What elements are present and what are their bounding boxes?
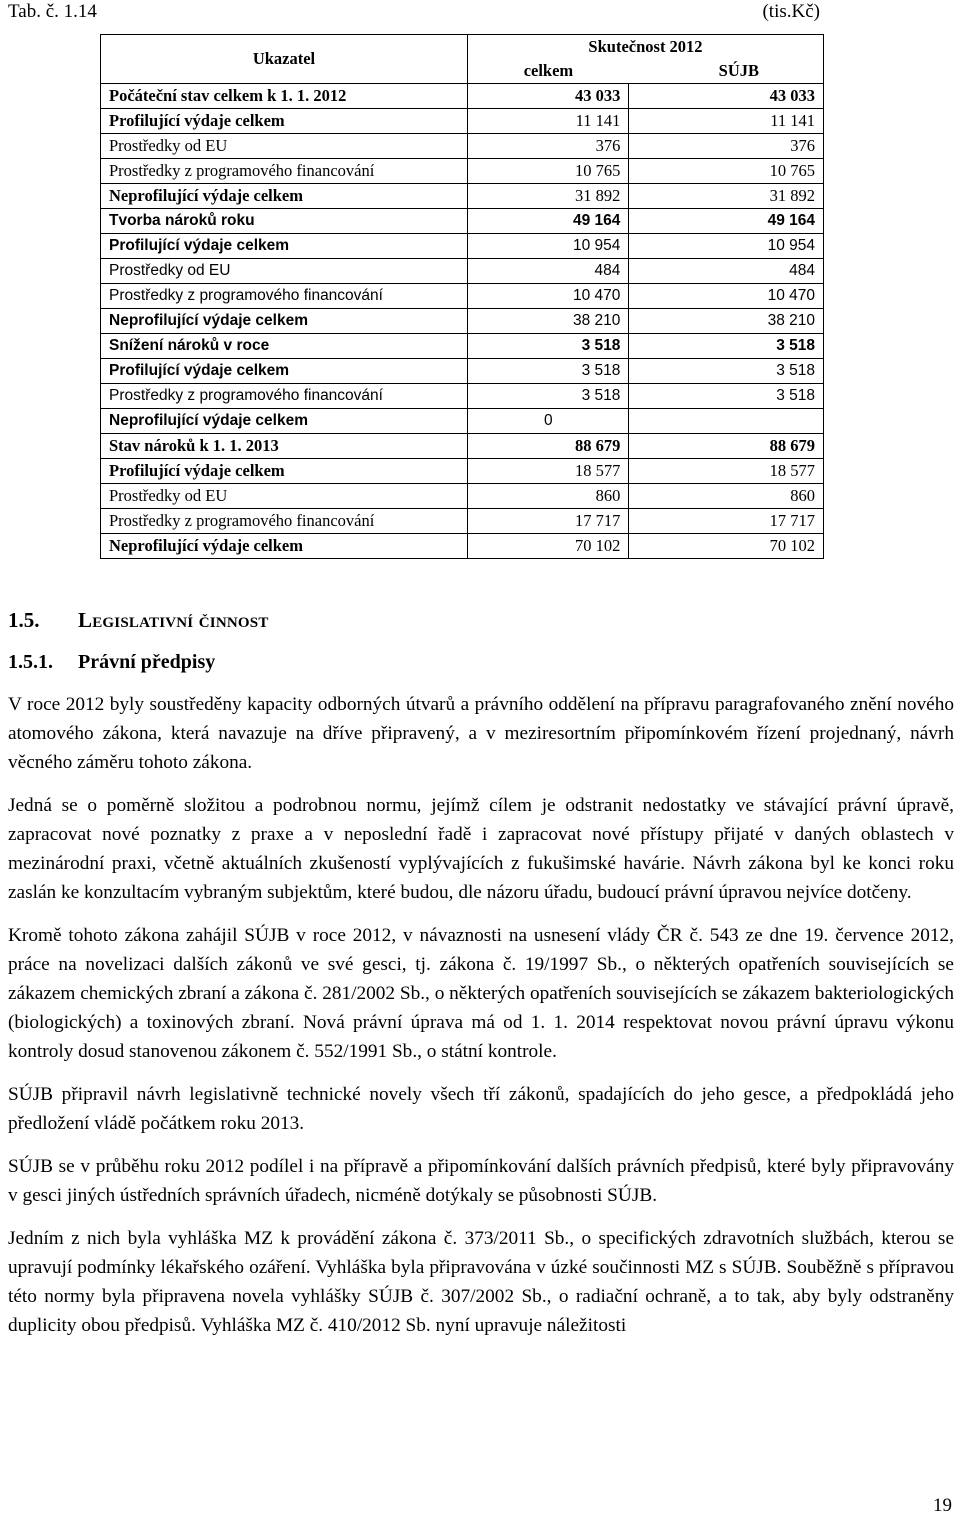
paragraph: Jedním z nich byla vyhláška MZ k provádění zákona č. 373/2011 Sb., o specifických zdravotních službách, kterou se upravují podmínky lékařského ozáření. Vyhláška byla připravována v úzké součinnosti MZ s SÚJB. Souběžně s přípravou této normy byla připravena novela vyhlášky SÚJB č. 307/2002 Sb., o radiační ochraně, a to tak, aby byly odstraněny duplicity obou předpisů. Vyhláška MZ č. 410/2012 Sb. nyní upravuje náležitosti [8,1228,954,1336]
row-sujb: 10 765 [629,159,824,184]
row-sujb: 376 [629,134,824,159]
row-sujb: 31 892 [629,184,824,209]
row-label: Profilující výdaje celkem [101,234,468,259]
section-heading [8,608,269,633]
row-total: 17 717 [468,509,629,534]
table-row [101,309,824,334]
row-sujb: 18 577 [629,459,824,484]
row-total: 860 [468,484,629,509]
row-total: 70 102 [468,534,629,559]
row-sujb: 3 518 [629,384,824,409]
section-number: 1.5. [8,608,40,632]
row-sujb [629,409,824,434]
row-sujb: 484 [629,259,824,284]
row-sujb: 70 102 [629,534,824,559]
row-label: Prostředky z programového financování [101,159,468,184]
header-period: Skutečnost 2012 [468,35,824,60]
row-total: 38 210 [468,309,629,334]
table-row [101,409,824,434]
paragraph: SÚJB připravil návrh legislativně technické novely všech tří zákonů, spadajících do jeho gesce, a předpokládá jeho předložení vládě počátkem roku 2013. [8,1084,954,1134]
row-label: Profilující výdaje celkem [101,359,468,384]
row-label: Prostředky od EU [101,484,468,509]
row-total: 0 [468,409,629,434]
table-row [101,509,824,534]
table-row [101,84,824,109]
table-row [101,484,824,509]
row-total: 376 [468,134,629,159]
row-sujb: 10 470 [629,284,824,309]
row-sujb: 43 033 [629,84,824,109]
header-indicator: Ukazatel [101,35,468,84]
table-row [101,209,824,234]
table-row [101,284,824,309]
row-label: Profilující výdaje celkem [101,109,468,134]
row-label: Neprofilující výdaje celkem [101,409,468,434]
table-row [101,234,824,259]
table-row [101,459,824,484]
row-total: 3 518 [468,334,629,359]
table-row [101,434,824,459]
row-sujb: 38 210 [629,309,824,334]
row-total: 3 518 [468,384,629,409]
row-label: Prostředky od EU [101,259,468,284]
row-sujb: 3 518 [629,359,824,384]
table-row [101,359,824,384]
table-caption-row [8,0,820,30]
row-total: 10 470 [468,284,629,309]
header-col-total: celkem [468,59,629,84]
row-total: 3 518 [468,359,629,384]
paragraph: Kromě tohoto zákona zahájil SÚJB v roce 2012, v návaznosti na usnesení vlády ČR č. 543 ze dne 19. července 2012, práce na novelizaci dalších zákonů ve své gesci, tj. zákona č. 19/1997 Sb., o některých opatřeních souvisejících se zákazem chemických zbraní a zákona č. 281/2002 Sb., o některých opatřeních souvisejících se zákazem bakteriologických (biologických) a toxinových zbraní. Nová právní úprava má od 1. 1. 2014 respektovat novou právní úpravu výkonu kontroly dosud stanovenou zákonem č. 552/1991 Sb., o státní kontrole. [8,925,955,1062]
row-sujb: 3 518 [629,334,824,359]
table-header-row [101,35,824,60]
subsection-heading [8,651,215,674]
row-total: 43 033 [468,84,629,109]
row-sujb: 49 164 [629,209,824,234]
row-total: 88 679 [468,434,629,459]
table-unit: (tis.Kč) [762,1,820,22]
table-row [101,259,824,284]
row-total: 10 954 [468,234,629,259]
subsection-title: Právní předpisy [78,651,216,673]
paragraph: V roce 2012 byly soustředěny kapacity odborných útvarů a právního oddělení na přípravu paragrafovaného znění nového atomového zákona, která navazuje na dříve připravený, a v meziresortním připomínkovém řízení projednaný, návrh věcného záměru tohoto zákona. [8,694,954,773]
table-row [101,159,824,184]
row-sujb: 88 679 [629,434,824,459]
row-label: Neprofilující výdaje celkem [101,309,468,334]
table-row [101,534,824,559]
row-total: 10 765 [468,159,629,184]
row-label: Stav nároků k 1. 1. 2013 [101,434,468,459]
section-title: Legislativní činnost [78,608,269,632]
table-row [101,334,824,359]
row-sujb: 10 954 [629,234,824,259]
header-col-sujb: SÚJB [629,59,824,84]
table-caption: Tab. č. 1.14 [8,1,97,22]
row-label: Tvorba nároků roku [101,209,468,234]
row-label: Neprofilující výdaje celkem [101,184,468,209]
row-total: 49 164 [468,209,629,234]
row-sujb: 860 [629,484,824,509]
page-number: 19 [933,1495,952,1516]
row-label: Prostředky z programového financování [101,509,468,534]
row-total: 11 141 [468,109,629,134]
row-sujb: 17 717 [629,509,824,534]
table-row [101,384,824,409]
row-label: Neprofilující výdaje celkem [101,534,468,559]
row-sujb: 11 141 [629,109,824,134]
body-text [8,690,954,1354]
row-label: Profilující výdaje celkem [101,459,468,484]
row-label: Počáteční stav celkem k 1. 1. 2012 [101,84,468,109]
row-label: Prostředky od EU [101,134,468,159]
paragraph: Jedná se o poměrně složitou a podrobnou normu, jejímž cílem je odstranit nedostatky ve stávající právní úpravě, zapracovat nové poznatky z praxe a v neposlední řadě i zapracovat nové přístupy přijaté v daných oblastech v mezinárodní praxi, včetně aktuálních zkušeností vyplývajících z fukušimské havárie. Návrh zákona byl ke konci roku zaslán ke konzultacím vybraným subjektům, které budou, dle názoru úřadu, budoucí právní úpravou nejvíce dotčeny. [8,795,954,903]
table-row [101,109,824,134]
row-label: Prostředky z programového financování [101,284,468,309]
subsection-number: 1.5.1. [8,651,53,673]
table-row [101,184,824,209]
paragraph: SÚJB se v průběhu roku 2012 podílel i na přípravě a připomínkování dalších právních předpisů, které byly připravovány v gesci jiných ústředních správních úřadech, nicméně dotýkaly se působnosti SÚJB. [8,1156,954,1206]
row-total: 18 577 [468,459,629,484]
row-label: Prostředky z programového financování [101,384,468,409]
row-total: 484 [468,259,629,284]
row-total: 31 892 [468,184,629,209]
finance-table [100,34,824,559]
table-row [101,134,824,159]
row-label: Snížení nároků v roce [101,334,468,359]
